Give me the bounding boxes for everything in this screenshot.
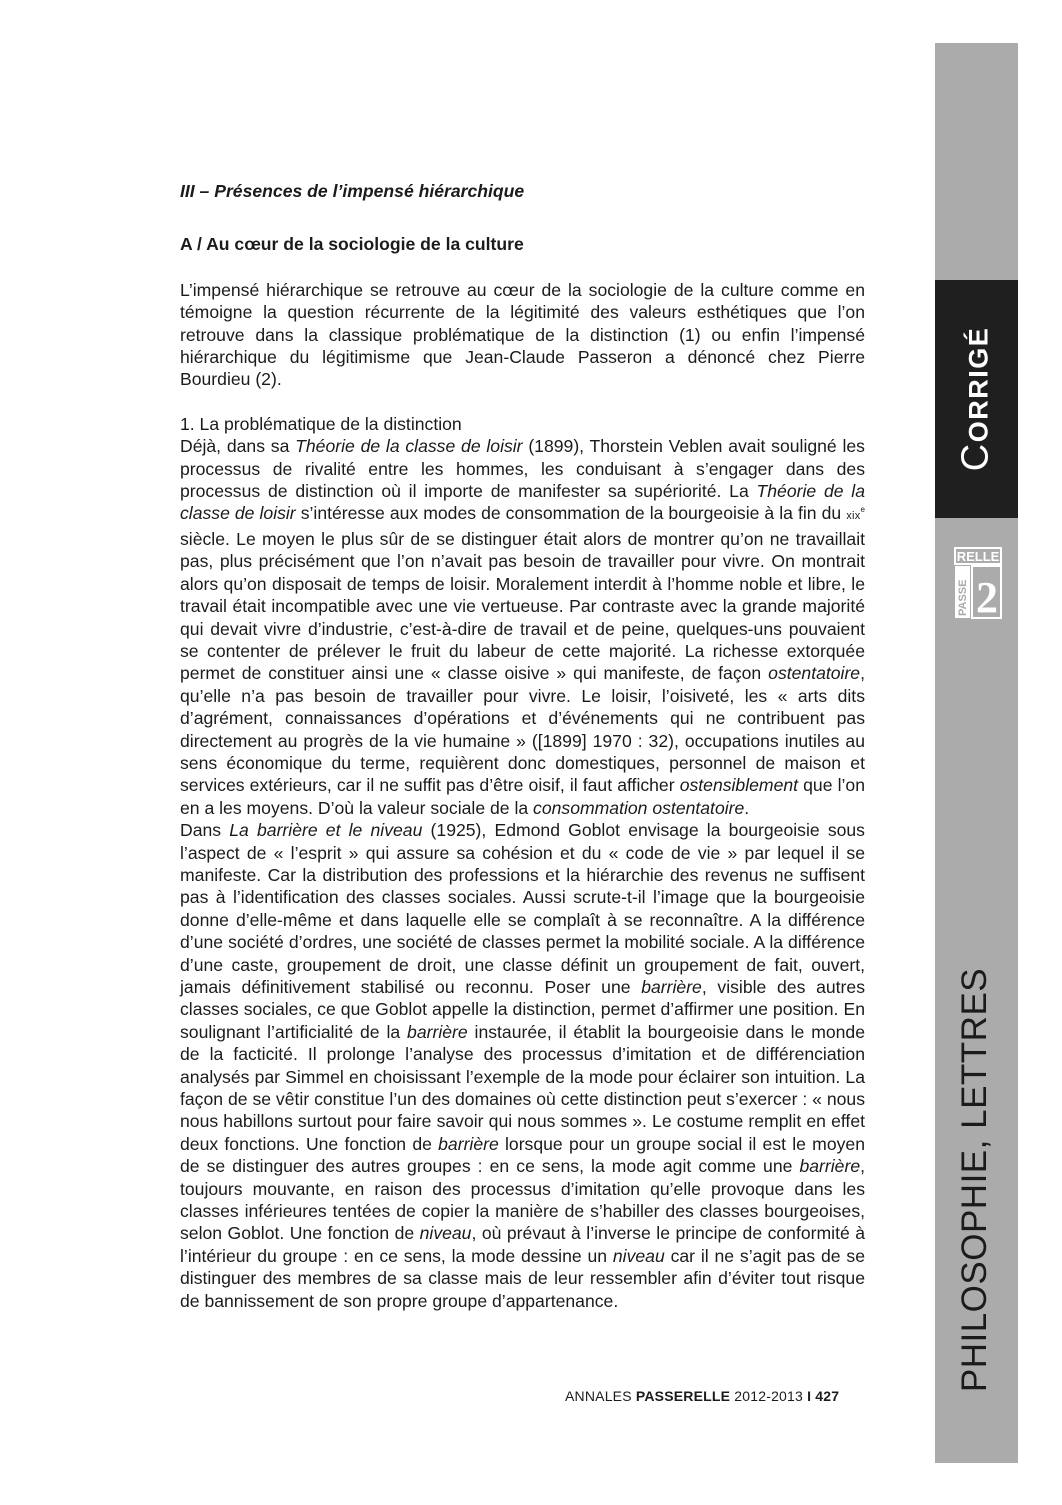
- paragraph-veblen: Déjà, dans sa Théorie de la classe de loisir (1899), Thorstein Veblen avait souligné les processus de rivalité entre les hommes, les conduisant à s’engager dans des processus de distinction où il importe de manifester sa supériorité. La Théorie de la classe de loisir s’intéresse aux modes de consommation de la bourgeoisie à la fin du xix$^e$ siècle. Le moyen le plus sûr de se distinguer était alors de montrer qu’on ne travaillait pas, plus précisément que l’on n’avait pas besoin de travailler pour vivre. On montrait alors qu’on disposait de temps de loisir. Moralement interdit à l’homme noble et libre, le travail était incompatible avec une vie vertueuse. Par contraste avec la grande majorité qui devait vivre d’industrie, c’est-à-dire de travail et de peine, quelques-uns pouvaient se contenter de prélever le fruit du labeur de cette majorité. La richesse extorquée permet de constituer ainsi une « classe oisive » qui manifeste, de façon ostentatoire, qu’elle n’a pas besoin de travailler pour vivre. Le loisir, l’oisiveté, les « arts dits d’agrément, connaissances d’opérations et d’événements qui ne contribuent pas directement au progrès de la vie humaine » ([1899] 1970 : 32), occupations inutiles au sens économique du terme, requièrent donc domestiques, personnel de maison et services extérieurs, car il ne suffit pas d’être oisif, il faut afficher ostensiblement que l’on en a les moyens. D’où la valeur sociale de la consommation ostentatoire.: [180, 436, 865, 818]
- corrige-label: CORRIGÉ: [954, 326, 997, 472]
- corrige-block: [935, 280, 1018, 518]
- page-footer: ANNALES PASSERELLE 2012-2013 I 427: [565, 1388, 840, 1404]
- intro-paragraph: L’impensé hiérarchique se retrouve au cœur de la sociologie de la culture comme en témoigne la question récurrente de la légitimité des valeurs esthétiques que l’on retrouve dans la classique problématique de la distinction (1) ou enfin l’impensé hiérarchique du légitimisme que Jean-Claude Passeron a dénoncé chez Pierre Bourdieu (2).: [180, 279, 865, 390]
- sub-title: A / Au cœur de la sociologie de la culture: [180, 234, 524, 255]
- section-title: III – Présences de l’impensé hiérarchique: [180, 181, 525, 201]
- paragraph-goblot: Dans La barrière et le niveau (1925), Edmond Goblot envisage la bourgeoisie sous l’aspect de « l’esprit » qui assure sa cohésion et du « code de vie » par lequel il se manifeste. Car la distribution des professions et la hiérarchie des revenus ne suffisent pas à l’identification des classes sociales. Aussi scrute-t-il l’image que la bourgeoisie donne d’elle-même et dans laquelle elle se complaît à se reconnaître. A la différence d’une société d’ordres, une société de classes permet la mobilité sociale. A la différence d’une caste, groupement de droit, une classe définit un groupement de fait, ouvert, jamais définitivement stabilisé ou reconnu. Poser une barrière, visible des autres classes sociales, ce que Goblot appelle la distinction, permet d’affirmer une position. En soulignant l’artificialité de la barrière instaurée, il établit la bourgeoisie dans le monde de la facticité. Il prolonge l’analyse des processus d’imitation et de différenciation analysés par Simmel en choisissant l’exemple de la mode pour éclairer son intuition. La façon de se vêtir constitue l’un des domaines où cette distinction peut s’exercer : « nous nous habillons surtout pour faire savoir qui nous sommes ». Le costume remplit en effet deux fonctions. Une fonction de barrière lorsque pour un groupe social il est le moyen de se distinguer des autres groupes : en ce sens, la mode agit comme une barrière, toujours mouvante, en raison des processus d’imitation qu’elle provoque dans les classes inférieures tentées de copier la manière de s’habiller des classes bourgeoises, selon Goblot. Une fonction de niveau, où prévaut à l’inverse le principe de conformité à l’intérieur du groupe : en ce sens, la mode dessine un niveau car il ne s’agit pas de se distinguer des membres de sa classe mais de leur ressembler afin d’éviter tout risque de bannissement de son propre groupe d’appartenance.: [180, 820, 865, 1311]
- page-body: [180, 180, 865, 1312]
- passerelle-2-logo: [953, 546, 1003, 620]
- svg-text:2: 2: [976, 573, 998, 620]
- subsection-heading: 1. La problématique de la distinction: [180, 413, 462, 434]
- svg-text:PASSE: PASSE: [957, 579, 969, 616]
- svg-text:RELLE: RELLE: [956, 549, 1000, 564]
- vertical-section-title: PHILOSOPHIE, LETTRES: [955, 967, 994, 1393]
